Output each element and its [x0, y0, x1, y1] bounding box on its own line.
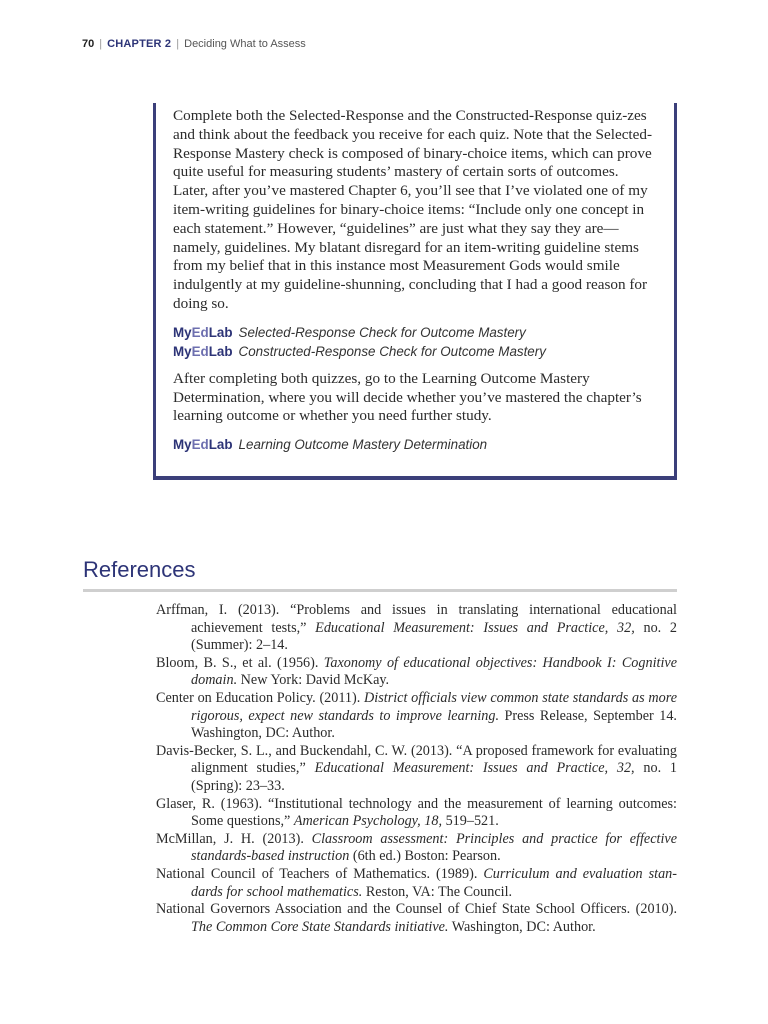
- brand-ed: Ed: [191, 343, 209, 359]
- chapter-label: CHAPTER 2: [107, 38, 172, 50]
- brand-lab: Lab: [208, 343, 233, 359]
- reference-text: Bloom, B. S., et al. (1956).: [156, 654, 324, 671]
- header-separator: |: [99, 38, 103, 50]
- reference-text: Reston, VA: The Council.: [362, 883, 513, 900]
- page-number: 70: [82, 38, 95, 50]
- reference-text: New York: David McKay.: [237, 672, 390, 689]
- references-heading: References: [83, 557, 196, 582]
- myedlab-link-outcome-determination[interactable]: [173, 435, 653, 454]
- reference-text: , no. 1 (Spring): 23–33.: [191, 760, 677, 794]
- reference-title: Classroom assessment: Principles and practice for effective standards-based instruction: [191, 830, 677, 865]
- brand-lab: Lab: [208, 324, 233, 340]
- reference-text: (6th ed.) Boston: Pearson.: [349, 848, 501, 865]
- reference-text: National Governors Association and the Counsel of Chief State School Officers. (2010).: [156, 901, 677, 918]
- references-rule: [83, 589, 677, 592]
- reference-title: Curriculum and evaluation stan-dards for school mathematics.: [191, 865, 677, 900]
- myedlab-link-selected-response[interactable]: [173, 323, 653, 342]
- reference-text: 519–521.: [442, 813, 499, 830]
- reference-item: [156, 655, 677, 690]
- box-paragraph-2: After completing both quizzes, go to the Learning Outcome Mastery Determination, where you will decide whether you’ve mastered the chapter’s learning outcome or whether you need further study.: [173, 369, 642, 425]
- chapter-title: Deciding What to Assess: [184, 38, 306, 50]
- reference-item: [156, 866, 677, 901]
- reference-text: Glaser, R. (1963). “Institutional technology and the measurement of learning outcomes: Some questions,”: [156, 795, 677, 830]
- reference-item: [156, 831, 677, 866]
- brand-my: My: [173, 324, 192, 340]
- reference-text: National Council of Teachers of Mathematics. (1989).: [156, 865, 484, 882]
- reference-text: no. 2 (Summer): 2–14.: [191, 619, 677, 654]
- reference-title: Educational Measurement: Issues and Practice, 32: [314, 760, 632, 777]
- reference-title: District officials view common state standards as more rigorous, expect new standards to improve learning.: [191, 689, 677, 724]
- reference-title: The Common Core State Standards initiative.: [191, 918, 449, 935]
- reference-text: Davis-Becker, S. L., and Buckendahl, C. W. (2013). “A proposed framework for evaluating alignment studies,”: [156, 742, 677, 777]
- header-separator: |: [176, 38, 180, 50]
- running-head: [82, 38, 306, 50]
- reference-title: American Psychology, 18,: [293, 813, 443, 830]
- brand-my: My: [173, 437, 192, 453]
- reference-text: McMillan, J. H. (2013).: [156, 830, 312, 847]
- brand-ed: Ed: [191, 437, 209, 453]
- box-paragraph-1: Complete both the Selected-Response and the Constructed-Response quiz-zes and think about the feedback you receive for each quiz. Note that the Selected-Response Mastery check is composed of binary-choice items, which can prove quite useful for measuring students’ mastery of certain sorts of outcomes. Later, after you’ve mastered Chapter 6, you’ll see that I’ve violated one of my item-writing guidelines for binary-choice items: “Include only one concept in each statement.” However, “guidelines” are just what they say they are—namely, guidelines. My blatant disregard for an item-writing guideline stems from my belief that in this instance most Measurement Gods would smile indulgently at my guideline-shunning, concluding that I had a good reason for doing so.: [173, 107, 653, 312]
- reference-text: Press Release, September 14. Washington, DC: Author.: [191, 707, 677, 742]
- reference-item: [156, 901, 677, 936]
- references-list: [156, 602, 677, 936]
- link-constructed-response[interactable]: Constructed-Response Check for Outcome Mastery: [238, 343, 546, 359]
- link-outcome-determination[interactable]: Learning Outcome Mastery Determination: [238, 437, 488, 453]
- mastery-check-box: [153, 103, 677, 480]
- brand-lab: Lab: [208, 437, 233, 453]
- link-selected-response[interactable]: Selected-Response Check for Outcome Mastery: [238, 324, 526, 340]
- myedlab-link-constructed-response[interactable]: [173, 342, 653, 361]
- brand-my: My: [173, 343, 192, 359]
- reference-text: Washington, DC: Author.: [448, 918, 596, 935]
- reference-text: Arffman, I. (2013). “Problems and issues in translating international educational achievement tests,”: [156, 602, 677, 636]
- reference-item: [156, 602, 677, 655]
- reference-title: Educational Measurement: Issues and Practice, 32,: [315, 619, 635, 636]
- reference-title: Taxonomy of educational objectives: Handbook I: Cognitive domain.: [191, 654, 677, 689]
- reference-item: [156, 743, 677, 796]
- reference-item: [156, 690, 677, 743]
- reference-item: [156, 796, 677, 831]
- reference-text: Center on Education Policy. (2011).: [156, 689, 365, 706]
- brand-ed: Ed: [191, 324, 209, 340]
